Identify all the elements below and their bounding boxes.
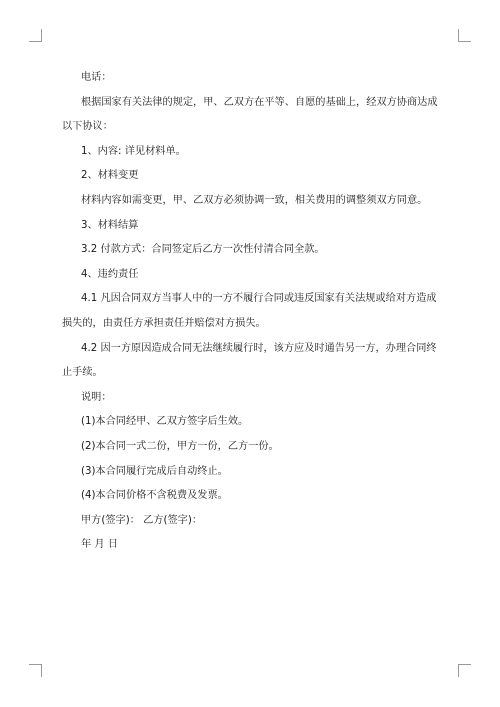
phone-line: 电话： [81, 72, 112, 83]
clause-4-2-line-2: 止手续。 [62, 367, 103, 379]
clause-1-content: 1、内容: 详见材料单。 [81, 145, 186, 157]
preamble-line-1: 根据国家有关法律的规定，甲、乙双方在平等、自愿的基础上，经双方协商达成 [81, 96, 438, 108]
signature-line: 甲方(签字)： 乙方(签字)： [81, 514, 203, 526]
clause-3-2-payment: 3.2 付款方式：合同签定后乙方一次性付清合同全款。 [81, 244, 325, 256]
date-line: 年 月 日 [81, 539, 119, 551]
note-4: (4)本合同价格不含税费及发票。 [81, 490, 228, 502]
clause-4-2-line-1: 4.2 因一方原因造成合同无法继续履行时，该方应及时通告另一方，办理合同终 [81, 342, 437, 354]
clause-4-1-line-1: 4.1 凡因合同双方当事人中的一方不履行合同或违反国家有关法规或给对方造成 [81, 293, 437, 305]
note-1: (1)本合同经甲、乙双方签字后生效。 [81, 416, 249, 428]
crop-mark-bottom-left [29, 664, 42, 677]
crop-mark-top-left [29, 29, 42, 42]
note-2: (2)本合同一式二份，甲方一份，乙方一份。 [81, 440, 279, 452]
document-body [62, 66, 452, 558]
clause-4-heading: 4、违约责任 [81, 268, 139, 280]
clause-4-1-line-2: 损失的，由责任方承担责任并赔偿对方损失。 [62, 317, 266, 329]
clause-2-heading: 2、材料变更 [81, 170, 139, 182]
preamble-line-2: 以下协议： [62, 121, 113, 133]
clause-2-body: 材料内容如需变更，甲、乙双方必须协调一致，相关费用的调整须双方同意。 [81, 194, 428, 206]
note-3: (3)本合同履行完成后自动终止。 [81, 465, 228, 477]
crop-mark-top-right [458, 29, 471, 42]
clause-3-heading: 3、材料结算 [81, 219, 139, 231]
crop-mark-bottom-right [458, 664, 471, 677]
notes-heading: 说明： [81, 391, 112, 403]
